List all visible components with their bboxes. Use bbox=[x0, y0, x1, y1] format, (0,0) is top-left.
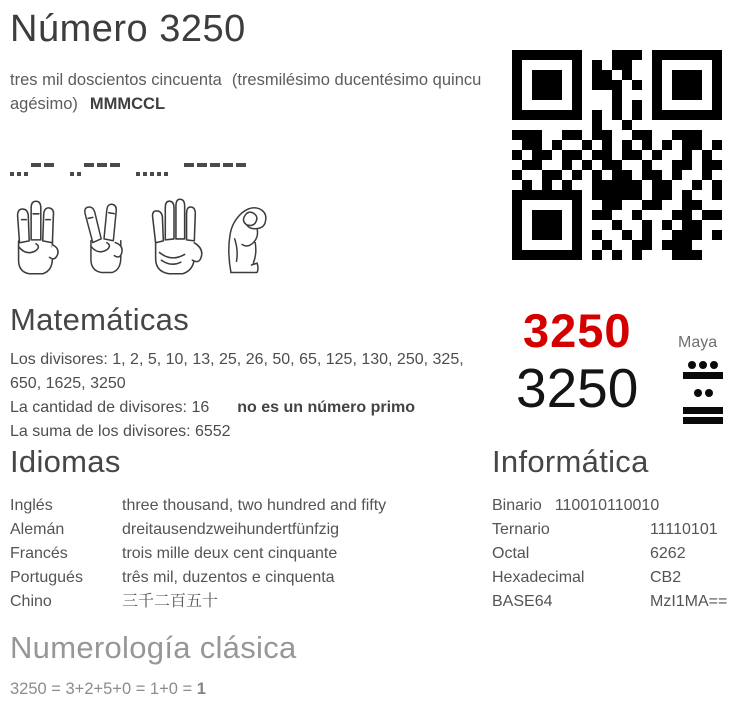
info-label: Binario bbox=[492, 497, 542, 514]
info-value: MzI1MA== bbox=[650, 593, 728, 610]
page-title: Número 3250 bbox=[10, 8, 246, 50]
info-value: CB2 bbox=[650, 569, 682, 586]
numerologia-heading: Numerología clásica bbox=[10, 630, 297, 665]
section-numerologia bbox=[10, 630, 610, 699]
info-row-binario bbox=[492, 494, 748, 518]
lang-value: três mil, duzentos e cinquenta bbox=[122, 569, 335, 586]
info-label: Ternario bbox=[492, 521, 550, 538]
divisor-sum-line: La suma de los divisores: 6552 bbox=[10, 423, 231, 440]
info-label: BASE64 bbox=[492, 593, 553, 610]
hand-sign-3-icon bbox=[6, 196, 64, 278]
lang-row-aleman bbox=[10, 518, 480, 542]
numerology-result: 1 bbox=[196, 680, 206, 698]
matematicas-heading: Matemáticas bbox=[10, 302, 190, 337]
number-in-words: tres mil doscientos cincuenta bbox=[10, 71, 222, 89]
lang-row-frances bbox=[10, 542, 480, 566]
info-value: 11110101 bbox=[650, 521, 718, 538]
big-number-black: 3250 bbox=[516, 357, 639, 419]
numerology-formula bbox=[10, 680, 610, 699]
section-matematicas bbox=[10, 302, 490, 444]
info-row-base64 bbox=[492, 590, 748, 614]
maya-numeral bbox=[683, 361, 723, 434]
informatica-heading: Informática bbox=[492, 444, 649, 479]
ordinal-text: (tresmilésimo ducentésimo quincuagésimo) bbox=[10, 71, 482, 113]
numerology-expression: 3250 = 3+2+5+0 = 1+0 = bbox=[10, 680, 197, 698]
lang-row-portugues bbox=[10, 566, 480, 590]
info-label: Hexadecimal bbox=[492, 569, 585, 586]
info-row-ternario bbox=[492, 518, 748, 542]
idiomas-heading: Idiomas bbox=[10, 444, 121, 479]
hand-sign-2-icon bbox=[76, 196, 132, 278]
big-number-red: 3250 bbox=[523, 304, 632, 357]
qr-code bbox=[512, 50, 722, 260]
lang-label: Portugués bbox=[10, 569, 83, 586]
maya-label: Maya bbox=[678, 334, 718, 351]
divisor-count-line bbox=[10, 396, 490, 420]
lang-value: 三千二百五十 bbox=[122, 593, 219, 610]
lang-value: trois mille deux cent cinquante bbox=[122, 545, 338, 562]
lang-label: Alemán bbox=[10, 521, 65, 538]
hand-sign-0-icon bbox=[216, 196, 272, 278]
info-row-octal bbox=[492, 542, 748, 566]
number-name-line bbox=[10, 68, 482, 116]
lang-label: Inglés bbox=[10, 497, 53, 514]
hand-sign-5-icon bbox=[144, 196, 204, 278]
section-informatica bbox=[492, 444, 748, 614]
info-value: 6262 bbox=[650, 545, 686, 562]
info-row-hexadecimal bbox=[492, 566, 748, 590]
lang-value: three thousand, two hundred and fifty bbox=[122, 497, 387, 514]
info-label: Octal bbox=[492, 545, 530, 562]
not-prime-note: no es un número primo bbox=[237, 399, 416, 416]
roman-numeral: MMMCCL bbox=[89, 95, 166, 113]
section-idiomas bbox=[10, 444, 480, 614]
lang-row-ingles bbox=[10, 494, 480, 518]
morse-code bbox=[10, 156, 262, 176]
lang-value: dreitausendzweihundertfünfzig bbox=[122, 521, 340, 538]
lang-row-chino bbox=[10, 590, 480, 614]
divisors-line: Los divisores: 1, 2, 5, 10, 13, 25, 26, 50, 65, 125, 130, 250, 325, 650, 1625, 3250 bbox=[10, 351, 464, 392]
hand-signs bbox=[6, 196, 272, 278]
lang-label: Francés bbox=[10, 545, 68, 562]
lang-label: Chino bbox=[10, 593, 52, 610]
info-value: 110010110010 bbox=[554, 497, 660, 514]
divisor-count: La cantidad de divisores: 16 bbox=[10, 399, 210, 416]
